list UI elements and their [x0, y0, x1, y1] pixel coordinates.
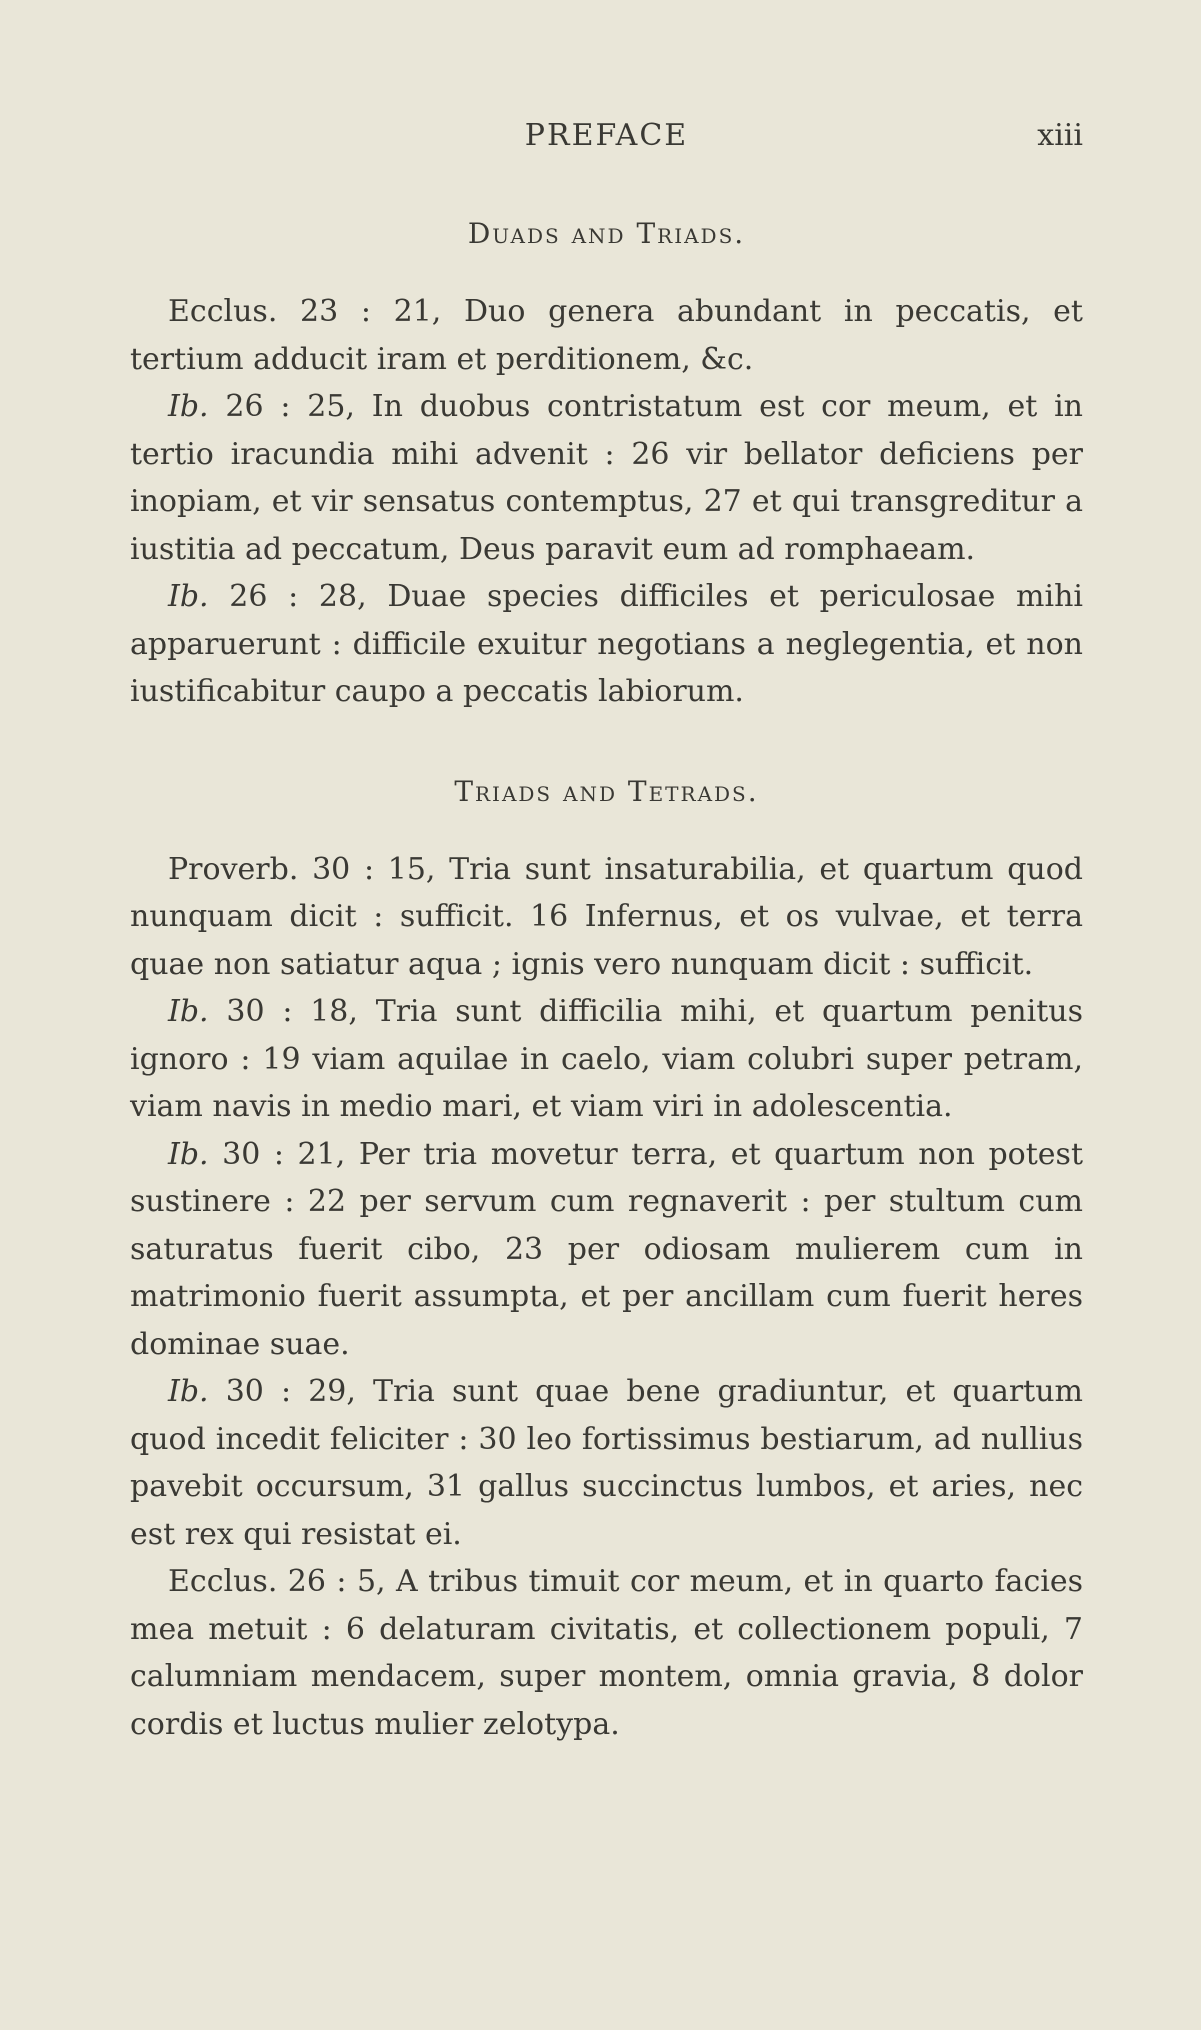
paragraph-text: 26 : 28, Duae species difficiles et periculosae mihi apparuerunt : difficile exuitur negotians a neglegentia, et non iustificabitur caupo a peccatis labiorum. [130, 579, 1083, 709]
reference-abbrev: Ib. [168, 1374, 209, 1409]
section-heading-duads-triads: Duads and Triads. [467, 217, 746, 250]
reference-abbrev: Ib. [168, 579, 209, 614]
section-heading-triads-tetrads: Triads and Tetrads. [454, 774, 759, 808]
paragraph [130, 573, 1083, 716]
paragraph-text: Ecclus. 26 : 5, A tribus timuit cor meum, et in quarto facies mea metuit : 6 delaturam civitatis, et collectionem populi, 7 calumniam mendacem, super montem, omnia gravia, 8 dolor cordis et luctus mulier zelotypa. [130, 1564, 1083, 1742]
paragraph-text: 26 : 25, In duobus contristatum est cor meum, et in tertio iracundia mihi advenit : 26 vir bellator deficiens per inopiam, et vir sensatus contemptus, 27 et qui transgreditur a iustitia ad peccatum, Deus paravit eum ad romphaeam. [130, 389, 1083, 567]
paragraph-text: 30 : 18, Tria sunt difficilia mihi, et quartum penitus ignoro : 19 viam aquilae in caelo, viam colubri super petram, viam navis in medio mari, et viam viri in adolescentia. [130, 994, 1083, 1124]
reference-abbrev: Ib. [168, 1136, 209, 1172]
page-number: xiii [1037, 118, 1083, 153]
paragraph [130, 988, 1083, 1131]
paragraph [130, 1368, 1083, 1558]
paragraph [130, 1131, 1083, 1369]
paragraph [130, 1558, 1083, 1748]
paragraph-text: Proverb. 30 : 15, Tria sunt insaturabilia, et quartum quod nunquam dicit : sufficit. 16 Infernus, et os vulvae, et terra quae non satiatur aqua ; ignis vero nunquam dicit : sufficit. [130, 851, 1083, 982]
running-head [130, 118, 1083, 158]
paragraph [130, 846, 1083, 989]
paragraph-text: Ecclus. 23 : 21, Duo genera abundant in peccatis, et tertium adducit iram et perditionem, &c. [130, 294, 1083, 377]
paragraph-text: 30 : 21, Per tria movetur terra, et quartum non potest sustinere : 22 per servum cum regnaverit : per stultum cum saturatus fuerit cibo, 23 per odiosam mulierem cum in matrimonio fuerit assumpta, et per ancillam cum fuerit heres dominae suae. [130, 1136, 1083, 1362]
reference-abbrev: Ib. [168, 994, 209, 1029]
running-title: PREFACE [524, 118, 689, 153]
reference-abbrev: Ib. [168, 389, 209, 424]
page-body [130, 210, 1083, 1748]
paragraph [130, 383, 1083, 573]
paragraph-text: 30 : 29, Tria sunt quae bene gradiuntur, et quartum quod incedit feliciter : 30 leo fortissimus bestiarum, ad nullius pavebit occursum, 31 gallus succinctus lumbos, et aries, nec est rex qui resistat ei. [130, 1374, 1083, 1552]
paragraph [130, 288, 1083, 383]
